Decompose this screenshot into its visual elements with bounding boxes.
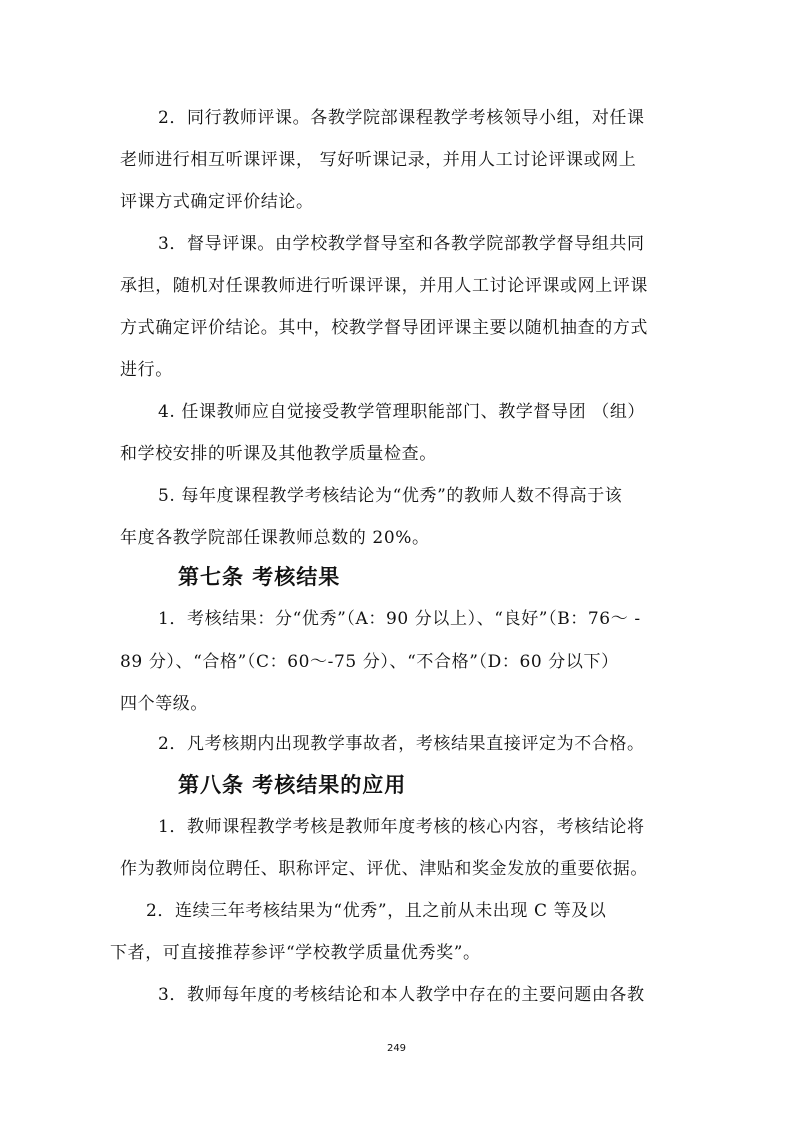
paragraph-line: 承担，随机对任课教师进行听课评课，并用人工讨论评课或网上评课 (120, 276, 648, 296)
paragraph-line: 5. 每年度课程教学考核结论为“优秀”的教师人数不得高于该 (158, 486, 623, 506)
paragraph-line: 2．凡考核期内出现教学事故者，考核结果直接评定为不合格。 (158, 734, 645, 754)
section-heading: 第八条 考核结果的应用 (178, 773, 407, 797)
paragraph-line: 1．考核结果：分“优秀”（A：90 分以上）、“良好”（B：76～ - (158, 609, 641, 629)
paragraph-line: 进行。 (120, 360, 173, 380)
section-heading: 第七条 考核结果 (178, 565, 341, 589)
paragraph-line: 89 分）、“合格”（C：60～-75 分）、“不合格”（D：60 分以下） (120, 652, 619, 672)
paragraph-line: 老师进行相互听课评课， 写好听课记录，并用人工讨论评课或网上 (120, 150, 637, 170)
paragraph-line: 四个等级。 (120, 694, 208, 714)
paragraph-line: 作为教师岗位聘任、职称评定、评优、津贴和奖金发放的重要依据。 (120, 859, 648, 879)
paragraph-line: 3．教师每年度的考核结论和本人教学中存在的主要问题由各教 (158, 985, 645, 1005)
paragraph-line: 年度各教学院部任课教师总数的 20%。 (120, 528, 430, 548)
paragraph-line: 和学校安排的听课及其他教学质量检查。 (120, 444, 437, 464)
paragraph-line: 2．同行教师评课。各教学院部课程教学考核领导小组，对任课 (158, 108, 645, 128)
page-number: 249 (386, 1043, 407, 1054)
paragraph-line: 1．教师课程教学考核是教师年度考核的核心内容，考核结论将 (158, 817, 645, 837)
paragraph-line: 3．督导评课。由学校教学督导室和各教学院部教学督导组共同 (158, 234, 645, 254)
paragraph-line: 4. 任课教师应自觉接受教学管理职能部门、教学督导团 （组） (158, 402, 646, 422)
paragraph-line: 方式确定评价结论。其中，校教学督导团评课主要以随机抽查的方式 (120, 318, 648, 338)
paragraph-line: 2．连续三年考核结果为“优秀”，且之前从未出现 C 等及以 (146, 901, 607, 921)
paragraph-line: 下者，可直接推荐参评“学校教学质量优秀奖”。 (110, 943, 481, 963)
paragraph-line: 评课方式确定评价结论。 (120, 192, 314, 212)
